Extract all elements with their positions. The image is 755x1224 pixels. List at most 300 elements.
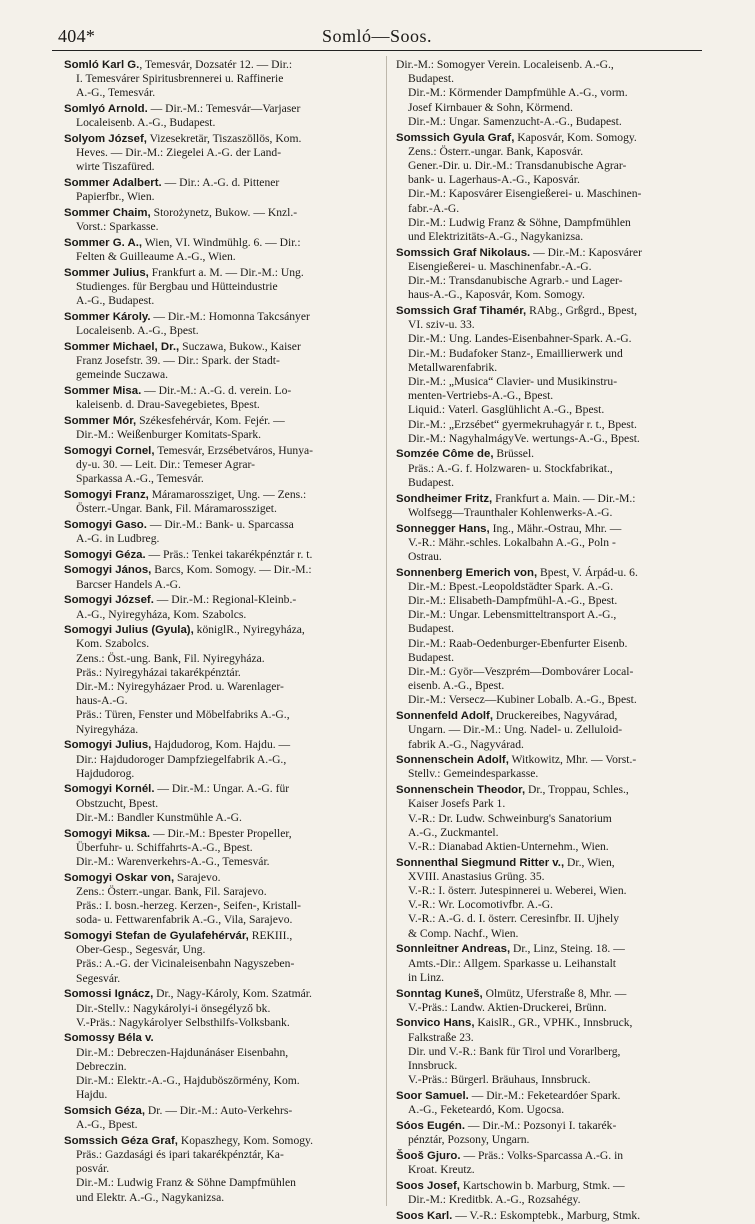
entry-line: Obstzucht, Bpest. [76,796,159,810]
entry-name: Somogyi Gaso. [64,518,147,531]
directory-entry [396,753,704,781]
entry-line: V.-Präs.: Nagykárolyer Selbsthilfs-Volksbank. [76,1015,290,1029]
entry-line: bank- u. Lagerhaus-A.-G., Kaposvár. [408,173,580,187]
directory-entry [64,623,372,737]
entry-text: — V.-R.: Eskomptebk., Marburg, Stmk. [452,1208,641,1222]
directory-entry [396,447,704,490]
entry-first-line [396,987,704,1001]
directory-entry [396,522,704,565]
entry-first-line [64,623,372,637]
entry-line: dy-u. 30. — Leit. Dir.: Temeser Agrar- [76,457,256,471]
entry-name: Somsich Géza, [64,1104,146,1117]
directory-entry [64,340,372,383]
entry-text: Máramarossziget, Ung. — Zens.: [148,487,307,501]
entry-line: haus-A.-G. [76,694,128,708]
entry-name: Somossy Béla v. [64,1032,154,1045]
entry-line: A.-G., Bpest. [76,1118,138,1132]
entry-text: Ing., Mähr.-Ostrau, Mhr. — [489,521,622,535]
entry-name: Sommer G. A., [64,236,143,249]
directory-entry [64,206,372,234]
entry-line: Stellv.: Gemeindesparkasse. [408,767,539,781]
entry-name: Somssich Graf Tihamér, [396,304,527,317]
entry-line: Budapest. [408,72,455,86]
entry-first-line [396,856,704,870]
entry-line: Dir.-M.: Ung. Landes-Eisenbahner-Spark. A.-G. [408,332,632,346]
entry-text: — Dir.-M.: Temesvár—Varjaser [147,102,301,116]
entry-text: königlR., Nyiregyháza, [193,623,305,637]
entry-text: Sarajevo. [174,870,221,884]
entry-first-line [396,246,704,260]
directory-entry [64,58,372,101]
entry-line: Dir.-M.: NagyhalmágyVe. wertungs-A.-G., Bpest. [408,431,640,445]
entry-line: Zens.: Öst.-ung. Bank, Fil. Nyiregyháza. [76,651,265,665]
entry-text: Storożynetz, Bukow. — Knzl.- [150,206,298,220]
entry-line: VI. sziv-u. 33. [408,318,475,332]
directory-entry [64,871,372,928]
entry-line: Dir.-M.: Ungar. Lebensmitteltransport A.-G., [408,608,617,622]
entry-text: Druckereibes, Nagyvárad, [493,709,618,723]
entry-first-line [64,738,372,752]
entry-line: pénztár, Pozsony, Ungarn. [408,1133,530,1147]
entry-line: V.-Präs.: Landw. Aktien-Druckerei, Brünn. [408,1000,607,1014]
entry-name: Sommer Misa. [64,384,142,397]
entry-text: Barcs, Kom. Somogy. — Dir.-M.: [151,563,312,577]
entry-line: Dir.-M.: Körmender Dampfmühle A.-G., vorm. [408,86,628,100]
entry-line: Dir.-M.: Nyiregyházaer Prod. u. Warenlager- [76,680,284,694]
directory-entry [64,782,372,825]
entry-line: V.-R.: Wr. Locomotivfbr. A.-G. [408,898,553,912]
entry-line: in Linz. [408,970,445,984]
entry-first-line [64,1031,372,1045]
entry-name: Somogyi Stefan de Gyulafehérvár, [64,929,249,942]
entry-line: Vorst.: Sparkasse. [76,220,159,234]
directory-entry [396,987,704,1015]
directory-entry [396,1179,704,1207]
entry-line: Ungarn. — Dir.-M.: Ung. Nadel- u. Zelluloid- [408,723,623,737]
entry-name: Somogyi József. [64,594,154,607]
entry-text: — Präs.: Volks-Sparcassa A.-G. in [460,1148,624,1162]
directory-entry [396,58,704,129]
entry-line: soda- u. Fettwarenfabrik A.-G., Vila, Sarajevo. [76,913,293,927]
entry-name: Sonnenschein Adolf, [396,754,509,767]
entry-first-line [64,929,372,943]
entry-line: kaleisenb. d. Drau-Savegebietes, Bpest. [76,398,260,412]
entry-line: Dir.-M.: Elektr.-A.-G., Hajduböszörmény, Kom. [76,1074,300,1088]
entry-line: Dir.-M.: Elisabeth-Dampfmühl-A.-G., Bpest. [408,594,618,608]
directory-entry [396,942,704,985]
entry-line: Franz Josefstr. 39. — Dir.: Spark. der Stadt- [76,354,280,368]
entry-first-line [64,987,372,1001]
entry-line: Ober-Gesp., Segesvár, Ung. [76,943,206,957]
entry-line: Kaiser Josefs Park 1. [408,797,506,811]
directory-entry [64,384,372,412]
entry-line: Dir.-M.: Ludwig Franz & Söhne, Dampfmühlen [408,215,631,229]
entry-name: Sommer Julius, [64,266,149,279]
entry-line: Ostrau. [408,549,442,563]
entry-text: Dr., Nagy-Károly, Kom. Szatmár. [153,987,312,1001]
entry-text: Dr., Linz, Steing. 18. — [510,942,625,956]
entry-first-line [64,58,372,72]
entry-line: A.-G. in Ludbreg. [76,532,160,545]
entry-line: Localeisenb. A.-G., Bpest. [76,324,199,338]
directory-entry [396,492,704,520]
entry-line: Präs.: A.-G. f. Holzwaren- u. Stockfabrikat., [408,461,613,475]
entry-line: Budapest. [408,475,455,489]
entry-line: Dir.-M.: Kaposvárer Eisengießerei- u. Maschinen- [408,187,642,201]
entry-name: Sóos Eugén. [396,1119,465,1132]
entry-first-line [396,1089,704,1103]
entry-line: wirte Tiszafüred. [76,160,155,174]
entry-text: Dr. — Dir.-M.: Auto-Verkehrs- [145,1103,293,1117]
entry-line: und Elektr. A.-G., Nagykanizsa. [76,1190,225,1204]
entry-first-line [396,447,704,461]
entry-name: Somogyi Cornel, [64,444,155,457]
entry-first-line [396,492,704,506]
entry-line: Dir.-M.: Budafoker Stanz-, Emaillierwerk und [408,346,623,360]
entry-first-line [64,518,372,532]
entry-text: Wien, VI. Windmühlg. 6. — Dir.: [142,235,301,249]
entry-text: Witkowitz, Mhr. — Vorst.- [508,753,637,767]
entry-line: Zens.: Österr.-ungar. Bank, Fil. Sarajevo. [76,884,267,898]
entry-first-line [64,384,372,398]
entry-first-line [64,593,372,607]
entry-line: Dir.-M.: Ludwig Franz & Söhne Dampfmühlen [76,1176,296,1190]
entry-line: Segesvár. [76,971,121,985]
entry-line: Präs.: Türen, Fenster und Möbelfabriks A.-G., [76,708,290,722]
entry-first-line [396,753,704,767]
entry-line: V.-R.: I. österr. Jutespinnerei u. Weberei, Wien. [408,884,627,898]
entry-name: Somogyi Géza. [64,548,146,561]
directory-entry [64,444,372,487]
entry-first-line [64,310,372,324]
entry-first-line [396,1209,704,1223]
entry-text: Olmütz, Uferstraße 8, Mhr. — [482,986,627,1000]
entry-line: Wolfsegg—Traunthaler Kohlenwerks-A.-G. [408,505,613,519]
entry-line: Zens.: Österr.-ungar. Bank, Kaposvár. [408,144,584,158]
directory-entry [396,246,704,303]
entry-name: Sonnegger Hans, [396,522,490,535]
entry-name: Sonvico Hans, [396,1017,475,1030]
directory-entry [396,1089,704,1117]
entry-name: Sommer Adalbert. [64,177,162,190]
entry-first-line [64,1134,372,1148]
entry-line: Barcser Handels A.-G. [76,577,181,591]
right-column [396,58,704,1224]
directory-entry [64,176,372,204]
directory-entry [396,709,704,752]
entry-text: — Dir.-M.: Feketeardóer Spark. [468,1088,621,1102]
entry-line: Dir.-M.: Weißenburger Komitats-Spark. [76,428,262,442]
entry-line: & Comp. Nachf., Wien. [408,926,519,940]
entry-name: Sonnenfeld Adolf, [396,710,494,723]
entry-text: Dr., Wien, [564,855,615,869]
entry-line: Dir.-M.: Somogyer Verein. Localeisenb. A.-G., [396,58,614,71]
entry-line: V.-Präs.: Bürgerl. Bräuhaus, Innsbruck. [408,1073,591,1087]
entry-line: Debreczin. [76,1059,127,1073]
entry-name: Soos Karl. [396,1209,453,1222]
entry-line: Präs.: I. bosn.-herzeg. Kerzen-, Seifen-, Kristall- [76,899,302,913]
entry-line: Dir.-M.: Debreczen-Hajdunánáser Eisenbahn, [76,1045,289,1059]
entry-line: Dir.-M.: Kreditbk. A.-G., Rozsahégy. [408,1192,581,1206]
entry-line: A.-G., Feketeardó, Kom. Ugocsa. [408,1103,565,1117]
entry-line: Präs.: Gazdasági és ipari takarékpénztár, Ka- [76,1148,284,1162]
entry-line: Josef Kirnbauer & Sohn, Körmend. [408,100,573,114]
entry-first-line [64,102,372,116]
entry-text: Temesvár, Erzsébetváros, Hunya- [154,443,314,457]
entry-line: V.-R.: A.-G. d. I. österr. Ceresinfbr. II. Ujhely [408,912,620,926]
entry-name: Solyom József, [64,133,147,146]
directory-entry [396,1016,704,1087]
entry-name: Somogyi Oskar von, [64,871,175,884]
entry-line: menten-Vertriebs-A.-G., Bpest. [408,389,554,403]
entry-line: Dir.-M.: Bandler Kunstmühle A.-G. [76,810,242,824]
entry-text: Székesfehérvár, Kom. Fejér. — [136,413,285,427]
directory-entry [64,266,372,309]
entry-line: Sparkassa A.-G., Temesvár. [76,472,204,486]
entry-name: Somogyi Julius (Gyula), [64,624,194,637]
entry-first-line [64,206,372,220]
entry-name: Sonnenschein Theodor, [396,784,526,797]
entry-first-line [396,942,704,956]
entry-text: Frankfurt a. Main. — Dir.-M.: [492,491,636,505]
entry-line: Falkstraße 23. [408,1030,474,1044]
entry-text: Hajdudorog, Kom. Hajdu. — [151,738,291,752]
entry-line: Dir. und V.-R.: Bank für Tirol und Vorarlberg, [408,1044,621,1058]
entry-line: A.-G., Temesvár. [76,86,156,100]
entry-text: Kopaszhegy, Kom. Somogy. [177,1133,313,1147]
directory-entry [64,593,372,621]
entry-name: Soor Samuel. [396,1089,469,1102]
entry-name: Sommer Chaim, [64,207,151,220]
directory-page [52,0,702,1222]
entry-text: Kartschowin b. Marburg, Stmk. — [459,1178,625,1192]
entry-line: Dir.-M.: „Erzsébet“ gyermekruhagyár r. t., Bpest. [408,417,637,431]
entry-name: Somzée Côme de, [396,448,494,461]
entry-line: posvár. [76,1162,110,1176]
entry-line: Localeisenb. A.-G., Budapest. [76,116,216,130]
page-number: 404* [58,26,96,46]
entry-text: KaislR., GR., VPHK., Innsbruck, [474,1016,633,1030]
entry-first-line [64,871,372,885]
directory-entry [396,1209,704,1223]
entry-name: Somló Karl G. [64,59,140,71]
entry-first-line [64,340,372,354]
entry-first-line [64,827,372,841]
column-divider [386,56,387,1206]
entry-line: Präs.: Nyiregyházai takarékpénztár. [76,665,241,679]
entry-line: Dir.-M.: Ungar. Samenzucht-A.-G., Budapest. [408,114,622,128]
entry-line: Kom. Szabolcs. [76,637,150,651]
left-column [64,58,372,1206]
entry-line: V.-R.: Dr. Ludw. Schweinburg's Sanatorium [408,811,612,825]
entry-first-line [64,488,372,502]
entry-first-line [64,266,372,280]
directory-entry [64,929,372,986]
entry-name: Sonntag Kuneš, [396,987,483,1000]
entry-line: Dir.-M.: Györ—Veszprém—Dombovárer Local- [408,665,634,679]
entry-line: Budapest. [408,650,455,664]
directory-entry [64,488,372,516]
entry-name: Somssich Graf Nikolaus. [396,246,531,259]
entry-first-line [396,1119,704,1133]
entry-first-line [396,131,704,145]
entry-name: Šooš Gjuro. [396,1149,461,1162]
entry-line: Gener.-Dir. u. Dir.-M.: Transdanubische Agrar- [408,158,627,172]
entry-text: — Dir.: A.-G. d. Pittener [161,176,280,190]
entry-line: I. Temesvárer Spiritusbrennerei u. Raffinerie [76,72,284,86]
directory-entry [396,304,704,446]
entry-text: — Präs.: Tenkei takarékpénztár r. t. [145,547,313,561]
entry-line: A.-G., Budapest. [76,294,155,308]
entry-line: Budapest. [408,622,455,636]
entry-name: Sonnenthal Siegmund Ritter v., [396,856,565,869]
entry-text: — Dir.-M.: Ungar. A.-G. für [154,782,290,796]
directory-entry [64,414,372,442]
entry-text: — Dir.-M.: Bank- u. Sparcassa [146,517,294,531]
entry-text: — Dir.-M.: Pozsonyi I. takarék- [464,1118,617,1132]
entry-line: Dir.-M.: Warenverkehrs-A.-G., Temesvár. [76,854,270,868]
directory-entry [64,738,372,781]
entry-first-line [396,1179,704,1193]
entry-text: Frankfurt a. M. — Dir.-M.: Ung. [148,265,304,279]
entry-line: eisenb. A.-G., Bpest. [408,679,505,693]
entry-first-line [64,1104,372,1118]
entry-line: und Elektrizitäts-A.-G., Nagykanizsa. [408,229,584,243]
entry-line: Dir.-M.: Versecz—Kubiner Lobalb. A.-G., Bpest. [408,693,637,707]
directory-entry [396,566,704,708]
directory-entry [64,1104,372,1132]
entry-line: Dir.-M.: Raab-Oedenburger-Ebenfurter Eisenb. [408,636,628,650]
entry-name: Sondheimer Fritz, [396,492,493,505]
entry-name: Sommer Michael, Dr., [64,340,180,353]
entry-text: — Dir.-M.: Kaposvárer [530,245,642,259]
entry-line: Dir.-M.: Transdanubische Agrarb.- und Lager- [408,274,623,288]
entry-first-line [64,782,372,796]
entry-line: fabrik A.-G., Nagyvárad. [408,737,524,751]
directory-entry [396,856,704,941]
entry-line: Felten & Guilleaume A.-G., Wien. [76,250,236,264]
entry-line: V.-R.: Mähr.-schles. Lokalbahn A.-G., Poln - [408,535,616,549]
entry-line: Dir.-M.: Bpest.-Leopoldstädter Spark. A.-G. [408,579,614,593]
entry-line: haus-A.-G., Kaposvár, Kom. Somogy. [408,288,585,302]
entry-line: Präs.: A.-G. der Vicinaleisenbahn Nagyszeben- [76,957,295,971]
entry-line: gemeinde Suczawa. [76,368,169,382]
entry-first-line [64,236,372,250]
entry-first-line [396,1149,704,1163]
entry-name: Somssich Gyula Graf, [396,131,515,144]
entry-line: A.-G., Zuckmantel. [408,825,499,839]
entry-text: — Dir.-M.: Bpester Propeller, [150,826,292,840]
entry-text: REKIII., [248,928,293,942]
entry-first-line [64,548,372,562]
directory-entry [396,1149,704,1177]
entry-name: Somogyi Kornél. [64,783,155,796]
directory-entry [64,236,372,264]
entry-line: Amts.-Dir.: Allgem. Sparkasse u. Leihanstalt [408,956,617,970]
entry-name: Somossi Ignácz, [64,988,154,1001]
directory-entry [396,1119,704,1147]
entry-line: A.-G., Nyiregyháza, Kom. Szabolcs. [76,607,247,621]
entry-name: Somlyó Arnold. [64,103,148,116]
page-header [52,24,702,48]
entry-line: Hajdu. [76,1088,108,1102]
entry-first-line [396,783,704,797]
directory-entry [64,1134,372,1205]
entry-text: , Temesvár, Dozsatér 12. — Dir.: [139,58,293,71]
directory-entry [396,131,704,245]
entry-text: Suczawa, Bukow., Kaiser [179,339,301,353]
entry-name: Sommer Mór, [64,414,137,427]
entry-name: Sonnenberg Emerich von, [396,566,538,579]
entry-name: Soos Josef, [396,1179,460,1192]
entry-first-line [396,522,704,536]
header-rule [52,50,702,51]
entry-name: Somogyi Franz, [64,488,149,501]
entry-line: Innsbruck. [408,1059,458,1073]
entry-line: Kroat. Kreutz. [408,1162,475,1176]
entry-text: Kaposvár, Kom. Somogy. [514,130,637,144]
entry-name: Sonnleitner Andreas, [396,943,511,956]
entry-text: Dr., Troppau, Schles., [525,783,629,797]
entry-line: Metallwarenfabrik. [408,360,498,374]
directory-entry [64,1031,372,1102]
entry-line: Überfuhr- u. Schiffahrts-A.-G., Bpest. [76,840,253,854]
entry-line: Nyiregyháza. [76,722,139,736]
entry-name: Somogyi János, [64,564,152,577]
entry-line: Studienges. für Bergbau und Hütteindustrie [76,280,278,294]
directory-entry [64,310,372,338]
directory-entry [64,827,372,870]
entry-first-line [64,563,372,577]
entry-first-line [64,176,372,190]
directory-entry [396,783,704,854]
entry-name: Sommer Károly. [64,310,151,323]
entry-first-line [396,304,704,318]
entry-line: Dir.-Stellv.: Nagykárolyi-i önsegélyző bk. [76,1001,271,1015]
entry-text: — Dir.-M.: A.-G. d. verein. Lo- [141,383,292,397]
entry-first-line [64,414,372,428]
entry-text: — Dir.-M.: Regional-Kleinb.- [153,593,297,607]
entry-first-line [64,444,372,458]
page-title: Somló—Soos. [321,26,433,46]
entry-line: Hajdudorog. [76,766,135,780]
entry-text: Vizesekretär, Tiszaszöllös, Kom. [146,132,302,146]
entry-line: fabr.-A.-G. [408,201,460,215]
entry-line: Liquid.: Vaterl. Gasglühlicht A.-G., Bpest. [408,403,605,417]
entry-name: Somogyi Miksa. [64,827,151,840]
directory-entry [64,518,372,546]
entry-first-line [396,709,704,723]
entry-first-line [396,566,704,580]
entry-text: RAbg., Grßgrd., Bpest, [526,303,637,317]
entry-line: Eisengießerei- u. Maschinenfabr.-A.-G. [408,259,592,273]
entry-name: Somogyi Julius, [64,739,152,752]
entry-first-line [396,1016,704,1030]
entry-line: Heves. — Dir.-M.: Ziegelei A.-G. der Land- [76,146,282,160]
entry-text: — Dir.-M.: Homonna Takcsányer [150,309,310,323]
entry-line: V.-R.: Dianabad Aktien-Unternehm., Wien. [408,839,609,853]
directory-entry [64,548,372,562]
entry-text: Brüssel. [493,447,535,461]
directory-entry [64,132,372,175]
entry-line: Dir.: Hajdudoroger Dampfziegelfabrik A.-G., [76,752,287,766]
entry-line: Dir.-M.: „Musica“ Clavier- und Musikinstru- [408,374,618,388]
entry-line: XVIII. Anastasius Grüng. 35. [408,869,545,883]
directory-entry [64,102,372,130]
entry-text: Bpest, V. Árpád-u. 6. [537,565,638,579]
entry-name: Somssich Géza Graf, [64,1134,178,1147]
entry-first-line [64,132,372,146]
